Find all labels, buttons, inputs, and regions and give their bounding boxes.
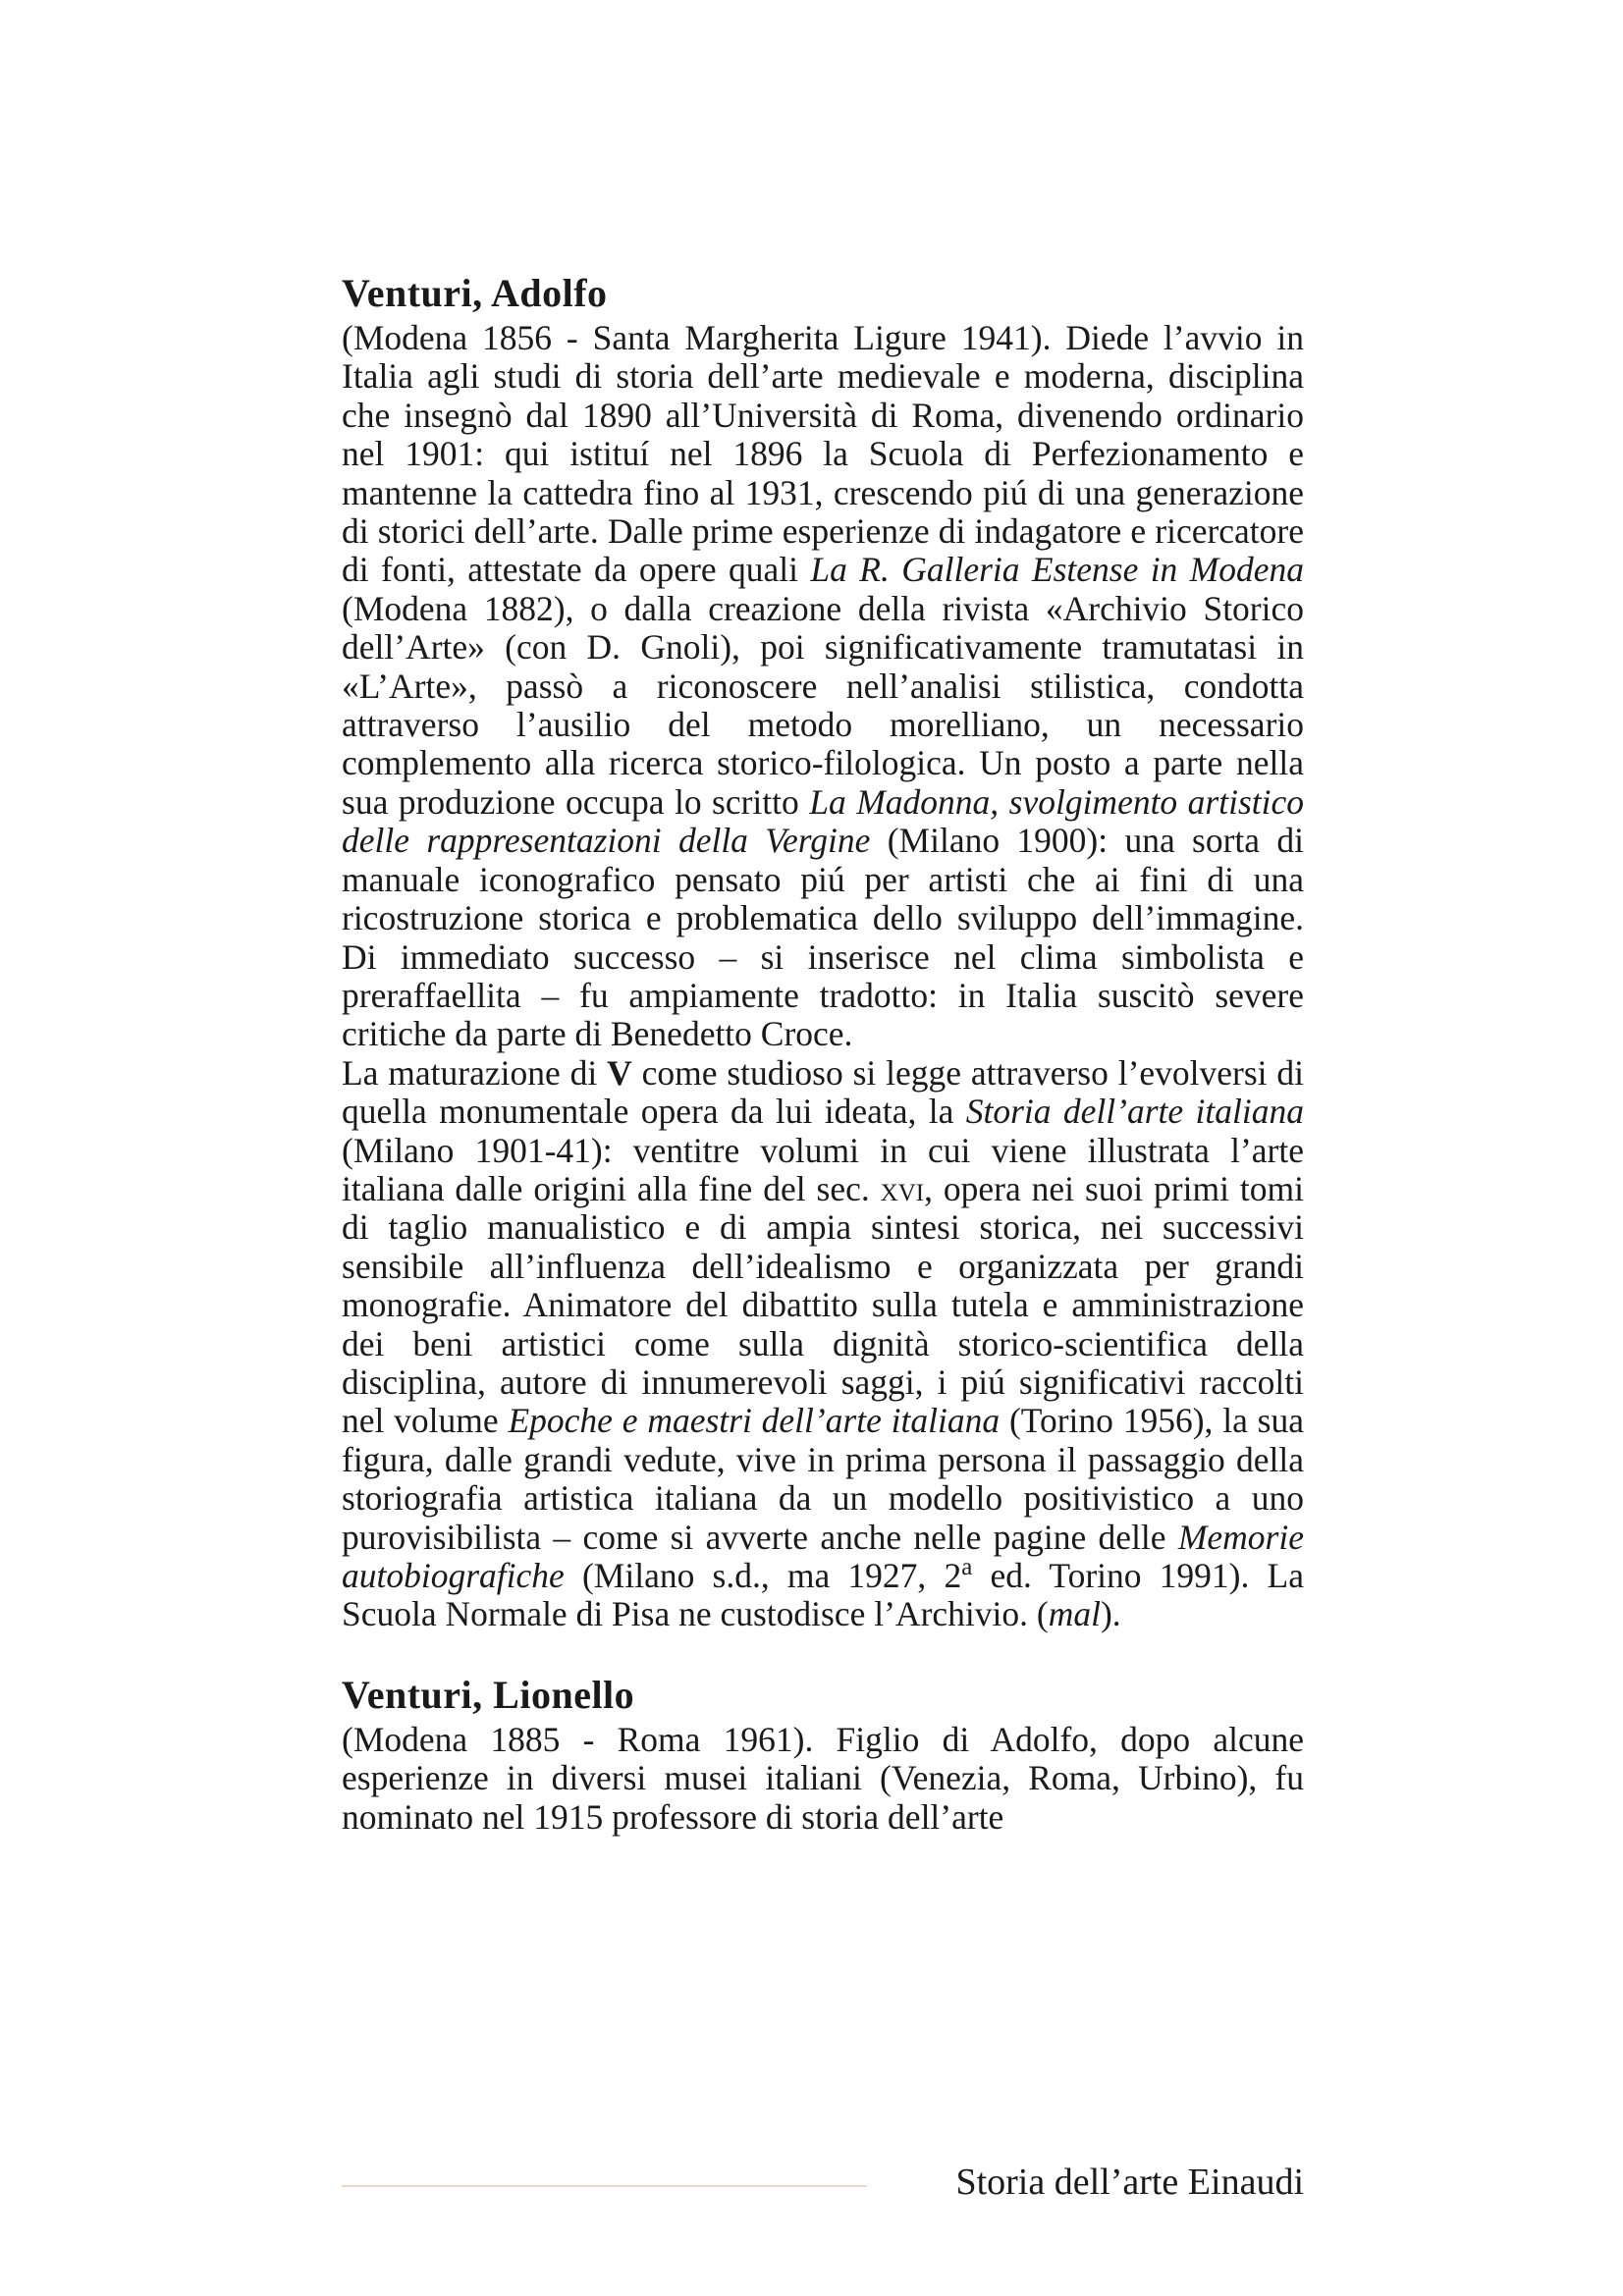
text-run: La Madonna, svolgimento artistico delle rappresentazioni della Vergine	[342, 781, 1304, 861]
entry-body	[342, 319, 1304, 1634]
text-run: , opera nei suoi primi tomi di taglio manualistico e di ampia sintesi storica, nei successivi sensibile all’influenza dell’idealismo e organizzata per grandi monografie. Animatore del dibattito sulla tutela e amministrazione dei beni artistici come sulla dignità storico-scientifica della disciplina, autore di innumerevoli saggi, i piú significativi raccolti nel volume	[342, 1168, 1304, 1441]
entry-body	[342, 1721, 1304, 1837]
footer-rule	[342, 2185, 867, 2187]
entry-title: Venturi, Lionello	[342, 1672, 635, 1717]
entry-venturi-lionello	[342, 1672, 1304, 1837]
text-run: (Milano s.d., ma 1927, 2	[564, 1556, 962, 1595]
text-run: mal	[1048, 1594, 1101, 1634]
text-run: La maturazione di	[342, 1052, 608, 1093]
text-run: (Milano 1901-41): ventitre volumi in cui viene illustrata l’arte italiana dalle origini alla fine del sec.	[342, 1130, 1304, 1208]
text-run: (Modena 1856 - Santa Margherita Ligure 1941). Diede l’avvio in Italia agli studi di storia dell’arte medievale e moderna, disciplina che insegnò dal 1890 all’Università di Roma, divenendo ordinario nel 1901: qui istituí nel 1896 la Scuola di Perfezionamento e mantenne la cattedra fino al 1931, crescendo piú di una generazione di storici dell’arte. Dalle prime esperienze di indagatore e ricercatore di fonti, attestate da opere quali	[342, 318, 1304, 590]
entry-paragraph	[342, 319, 1304, 1054]
footer-source-label: Storia dell’arte Einaudi	[955, 2162, 1304, 2203]
text-run: V	[607, 1052, 632, 1093]
text-run: Epoche e maestri dell’arte italiana	[508, 1401, 1001, 1441]
entry-venturi-adolfo	[342, 270, 1304, 1634]
text-run: (Modena 1885 - Roma 1961). Figlio di Adolfo, dopo alcune esperienze in diversi musei italiani (Venezia, Roma, Urbino), fu nominato nel 1915 professore di storia dell’arte	[342, 1719, 1304, 1837]
text-run: come studioso si legge attraverso l’evolversi di quella monumentale opera da lui ideata, la	[342, 1052, 1304, 1132]
text-run: (Modena 1882), o dalla creazione della rivista «Archivio Storico dell’Arte» (con D. Gnoli), poi significativamente tramutatasi in «L’Arte», passò a riconoscere nell’analisi stilistica, condotta attraverso l’ausilio del metodo morelliano, un necessario complemento alla ricerca storico-filologica. Un posto a parte nella sua produzione occupa lo scritto	[342, 588, 1304, 822]
text-run: (Torino 1956), la sua figura, dalle grandi vedute, vive in prima persona il passaggio della storiografia artistica italiana da un modello positivistico a uno purovisibilista – come si avverte anche nelle pagine delle	[342, 1401, 1304, 1557]
text-run: Memorie autobiografiche	[342, 1517, 1304, 1595]
text-run: La R. Galleria Estense in Modena	[810, 550, 1305, 590]
text-run: a	[961, 1554, 973, 1581]
text-run: Storia dell’arte italiana	[965, 1092, 1304, 1132]
text-run: (Milano 1900): una sorta di manuale iconografico pensato piú per artisti che ai fini di una ricostruzione storica e problematica dello sviluppo dell’immagine. Di immediato successo – si inserisce nel clima simbolista e preraffaellita – fu ampiamente tradotto: in Italia suscitò severe critiche da parte di Benedetto Croce.	[342, 821, 1304, 1054]
text-run: ed. Torino 1991). La Scuola Normale di Pisa ne custodisce l’Archivio. (	[342, 1556, 1304, 1634]
entry-paragraph	[342, 1054, 1304, 1634]
text-run: xvi	[880, 1168, 925, 1208]
text-run: ).	[1100, 1594, 1121, 1634]
entry-title: Venturi, Adolfo	[342, 271, 608, 315]
entry-paragraph	[342, 1721, 1304, 1837]
document-text-block	[342, 270, 1304, 1837]
